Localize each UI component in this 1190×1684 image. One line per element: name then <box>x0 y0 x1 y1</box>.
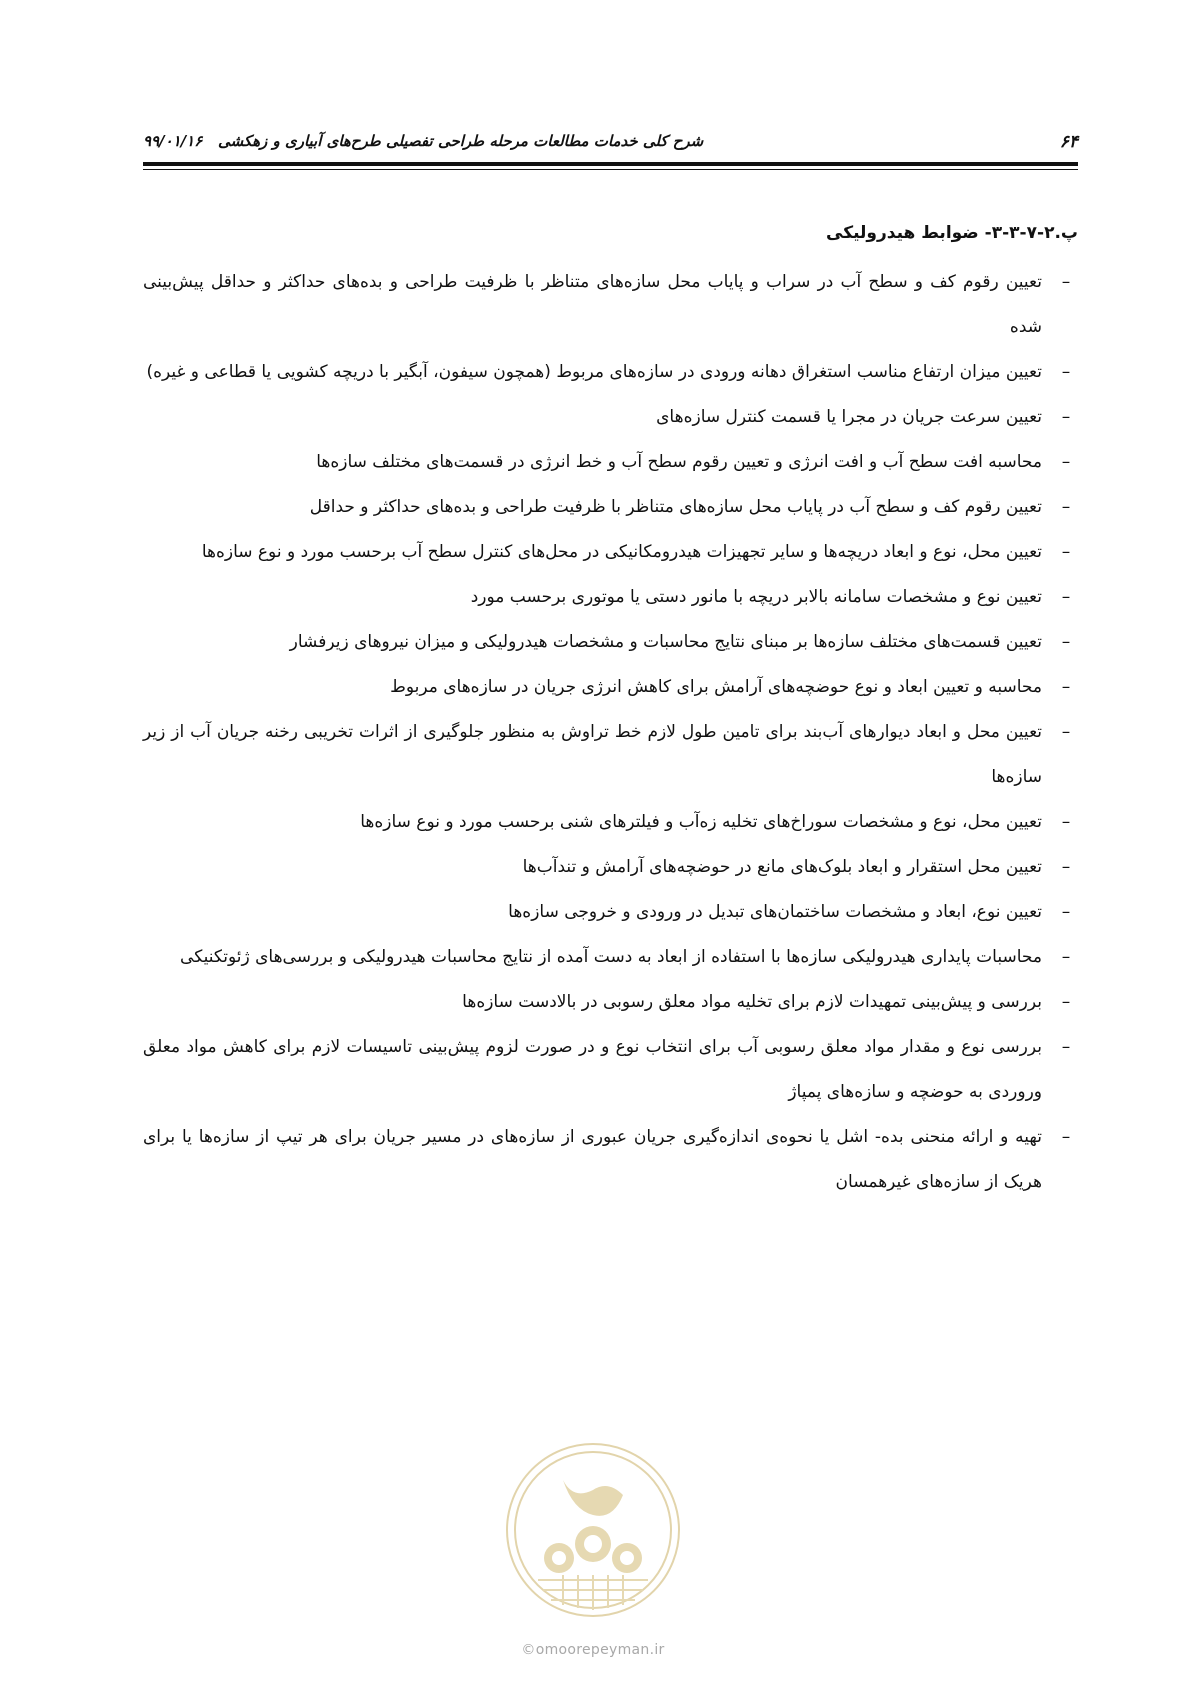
list-item-text: محاسبه افت سطح آب و افت انرژی و تعیین رقوم سطح آب و خط انرژی در قسمت‌های مختلف سازه‌ها <box>316 452 1042 472</box>
list-dash: – <box>1061 1127 1071 1147</box>
list-dash: – <box>1061 722 1071 742</box>
list-item <box>143 800 1078 845</box>
page-number: ۶۴ <box>1059 132 1078 152</box>
page-header <box>143 128 1078 158</box>
list-dash: – <box>1061 677 1071 697</box>
list-dash: – <box>1061 362 1071 382</box>
seal-watermark-icon <box>503 1440 683 1620</box>
list-item-text: تعیین محل استقرار و ابعاد بلوک‌های مانع در حوضچه‌های آرامش و تندآب‌ها <box>522 857 1042 877</box>
list-item <box>143 530 1078 575</box>
copyright-icon: © <box>521 1642 536 1658</box>
list-item-text: محاسبه و تعیین ابعاد و نوع حوضچه‌های آرامش برای کاهش انرژی جریان در سازه‌های مربوط <box>390 677 1042 697</box>
list-item <box>143 1025 1078 1115</box>
list-item-text: تعیین نوع، ابعاد و مشخصات ساختمان‌های تبدیل در ورودی و خروجی سازه‌ها <box>508 902 1042 922</box>
list-item-text: تعیین محل، نوع و مشخصات سوراخ‌های تخلیه زه‌آب و فیلترهای شنی برحسب مورد و نوع سازه‌ها <box>360 812 1042 832</box>
list-item-text: تعیین میزان ارتفاع مناسب استغراق دهانه ورودی در سازه‌های مربوط (همچون سیفون، آبگیر با دریچه کشویی یا قطاعی و غیره) <box>146 362 1042 382</box>
list-item <box>143 575 1078 620</box>
list-item-text: تعیین سرعت جریان در مجرا یا قسمت کنترل سازه‌های <box>656 407 1042 427</box>
list-item <box>143 260 1078 350</box>
list-item <box>143 485 1078 530</box>
list-dash: – <box>1061 812 1071 832</box>
list-item <box>143 350 1078 395</box>
list-item <box>143 395 1078 440</box>
list-item <box>143 710 1078 800</box>
list-item <box>143 440 1078 485</box>
list-item-text: محاسبات پایداری هیدرولیکی سازه‌ها با استفاده از ابعاد به دست آمده از نتایج محاسبات هیدرولیکی و بررسی‌های ژئوتکنیکی <box>180 947 1042 967</box>
list-item-text: بررسی و پیش‌بینی تمهیدات لازم برای تخلیه مواد معلق رسوبی در بالادست سازه‌ها <box>462 992 1042 1012</box>
list-item <box>143 980 1078 1025</box>
header-divider-thick <box>143 162 1078 166</box>
list-item-text: تعیین محل، نوع و ابعاد دریچه‌ها و سایر تجهیزات هیدرومکانیکی در محل‌های کنترل سطح آب برحسب مورد و نوع سازه‌ها <box>201 542 1042 562</box>
list-dash: – <box>1061 497 1071 517</box>
header-date: ۹۹/۰۱/۱۶ <box>143 132 203 150</box>
list-item-text: تعیین نوع و مشخصات سامانه بالابر دریچه با مانور دستی یا موتوری برحسب مورد <box>470 587 1042 607</box>
list-dash: – <box>1061 632 1071 652</box>
list-item-text: تعیین قسمت‌های مختلف سازه‌ها بر مبنای نتایج محاسبات و مشخصات هیدرولیکی و میزان نیروهای زیرفشار <box>289 632 1042 652</box>
header-document-title: شرح کلی خدمات مطالعات مرحله طراحی تفصیلی طرح‌های آبیاری و زهکشی <box>217 132 704 150</box>
section-heading: پ.۲-۷-۳-۳- ضوابط هیدرولیکی <box>826 223 1078 243</box>
list-dash: – <box>1061 587 1071 607</box>
list-dash: – <box>1061 1037 1071 1057</box>
list-item <box>143 665 1078 710</box>
list-dash: – <box>1061 902 1071 922</box>
list-item <box>143 935 1078 980</box>
page-body <box>143 218 1078 1205</box>
list-item <box>143 620 1078 665</box>
list-dash: – <box>1061 947 1071 967</box>
header-divider-thin <box>143 169 1078 170</box>
watermark-url <box>493 1642 693 1658</box>
list-dash: – <box>1061 857 1071 877</box>
list-item-text: بررسی نوع و مقدار مواد معلق رسوبی آب برای انتخاب نوع و در صورت لزوم پیش‌بینی تاسیسات لازم برای کاهش مواد معلق وروردی به حوضچه و سازه‌های پمپاژ <box>143 1037 1042 1102</box>
list-item-text: تهیه و ارائه منحنی بده- اشل یا نحوه‌ی اندازه‌گیری جریان عبوری از سازه‌های در مسیر جریان برای هر تیپ از سازه‌ها یا برای هریک از سازه‌های غیرهمسان <box>143 1127 1042 1192</box>
list-item <box>143 1115 1078 1205</box>
watermark-url-text: omoorepeyman.ir <box>535 1642 665 1658</box>
list-dash: – <box>1061 452 1071 472</box>
list-item-text: تعیین رقوم کف و سطح آب در پایاب محل سازه‌های متناظر با ظرفیت طراحی و بده‌های حداکثر و حداقل <box>309 497 1042 517</box>
list-dash: – <box>1061 272 1071 292</box>
list-item-text: تعیین محل و ابعاد دیوارهای آب‌بند برای تامین طول لازم خط تراوش به منظور جلوگیری از اثرات تخریبی رخنه جریان آب از زیر سازه‌ها <box>143 722 1042 787</box>
requirements-list <box>143 260 1078 1205</box>
header-title <box>143 132 703 150</box>
list-item <box>143 890 1078 935</box>
list-item <box>143 845 1078 890</box>
list-item-text: تعیین رقوم کف و سطح آب در سراب و پایاب محل سازه‌های متناظر با ظرفیت طراحی و بده‌های حداکثر و حداقل پیش‌بینی شده <box>143 272 1042 337</box>
list-dash: – <box>1061 407 1071 427</box>
list-dash: – <box>1061 992 1071 1012</box>
list-dash: – <box>1061 542 1071 562</box>
